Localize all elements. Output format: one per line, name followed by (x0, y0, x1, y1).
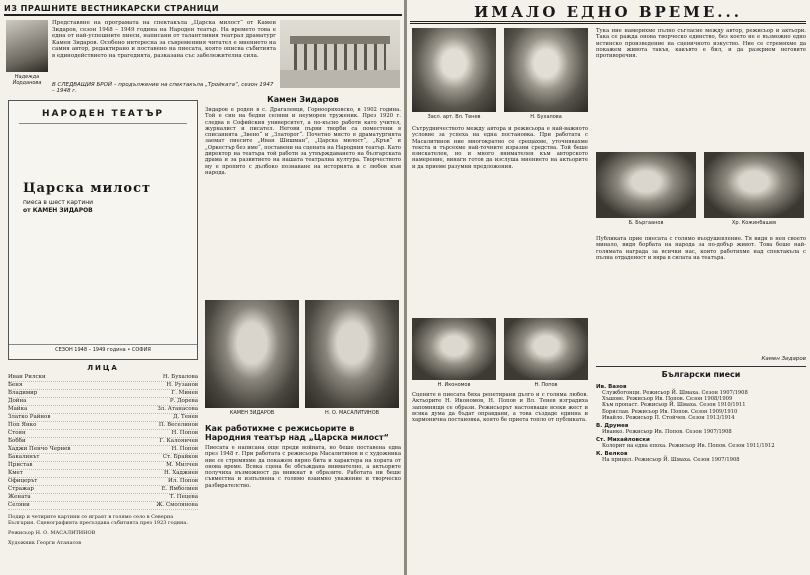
cast-row (8, 430, 198, 438)
cast-row (8, 494, 198, 502)
article-biography-body: Зидаров е роден в с. Драгалевци, Горнооряховско, в 1902 година. Той е син на бедни селяни и неуморен труженик. През 1920 г. следва в Софийския университет, а по-късно работи като учител, журналист и писател. Негови първи творби са поместени в списанията „Звено“ и „Златорог“. Почетно място в драматургията заемат пиесите „Иван Шишман“, „Царска милост“, „Кръв“ и „Оркестър без име“, поставени на сцената на Народния театър. Като директор на театъра той работи за утвърждаването на българската драма и за развитието на нашата театрална култура. Творчеството му е пропито с дълбоко познаване на историята и с любов към народа. (205, 107, 401, 176)
cast-actor: Н. Попов (171, 430, 198, 436)
portrait-caption-right: Н. О. МАСАЛИТИНОВ (324, 410, 380, 416)
cast-role: Златко Райнов (8, 414, 51, 420)
cast-actor: Ж. Смолянова (156, 502, 198, 508)
cast-row (8, 390, 198, 398)
cast-row (8, 462, 198, 470)
section-tag: ИЗ ПРАШНИТЕ ВЕСТНИКАРСКИ СТРАНИЦИ (4, 3, 220, 13)
cast-actor: Г. Калоянчев (159, 438, 198, 444)
plays-entry: Към пропаст. Режисьор Й. Шмаха. Сезон 1910/1911 (602, 402, 746, 409)
cast-role: Кмет (8, 470, 23, 476)
intro-box (6, 20, 276, 94)
cast-role: Офицерът (8, 478, 38, 484)
photo-row-middle (412, 318, 588, 388)
cast-row (8, 478, 198, 486)
cast-row (8, 446, 198, 454)
poster-divider (19, 123, 187, 124)
cast-role: Бакалинът (8, 454, 40, 460)
photo-buhalova (504, 28, 588, 112)
plays-heading: Български пиеси (661, 370, 741, 379)
cast-heading: ЛИЦА (87, 364, 119, 372)
cast-row (8, 414, 198, 422)
cast-actor: Р. Дорева (169, 398, 198, 404)
plays-entry: Хъшове. Режисьор Ив. Попов. Сезон 1908/1909 (602, 396, 733, 403)
photo-kozhinbashev (704, 152, 804, 218)
cast-footnote: Подир и четирите картини се играят в голямо село в Северна България. Сценографията пресъздава събитията през 1923 година. (8, 514, 189, 526)
cast-role: Беня (8, 382, 23, 388)
left-page-header (4, 2, 402, 16)
cast-actor: М. Милчев (166, 462, 198, 468)
cast-row (8, 470, 198, 478)
cast-actor: Н. Бухалова (162, 374, 198, 380)
cast-row (8, 422, 198, 430)
cast-role: Пристав (8, 462, 33, 468)
poster-author: от КАМЕН ЗИДАРОВ (23, 207, 93, 214)
article-directors-title: Как работихме с режисьорите в Народния театър над „Царска милост“ (205, 424, 389, 442)
author-photo (6, 20, 48, 72)
cast-role: Поп Янко (8, 422, 37, 428)
portrait-zidarov (205, 300, 299, 408)
poster-theatre-name: НАРОДЕН ТЕАТЪР (41, 109, 165, 119)
cast-role: Майка (8, 406, 28, 412)
cast-role: Хаджи Пенчо Чернев (8, 446, 71, 452)
caption-popov: Н. Попов (534, 382, 558, 388)
photo-bargaanov (596, 152, 696, 218)
cast-row (8, 406, 198, 414)
author-photo-caption: Надежда Йорданова (12, 74, 42, 86)
plays-list (596, 382, 806, 570)
cast-actor: Г. Минев (171, 390, 198, 396)
photo-ikonomov (412, 318, 496, 380)
caption-ikonomov: Н. Икономов (437, 382, 471, 388)
article-biography-title: Камен Зидаров (267, 95, 339, 104)
article-directors-body: Пиесата е написана още преди войната, но беше поставена едва през 1948 г. При работата с режисьора Масалитинов и с художника ние се стремяхме да покажем вярно бита и характера на хората от онова време. Всяка сцена бе обсъждана внимателно, а актьорите получиха възможност да вникнат в образите. Работата ни беше съвместна и изпълнена с голямо взаимно уважение и творческо разбирателство. (205, 445, 401, 489)
plays-entry: Службогонци. Режисьор Й. Шмаха. Сезон 1907/1908 (602, 390, 748, 396)
article-directors (205, 424, 401, 572)
poster-genre: пиеса в шест картини (23, 199, 94, 206)
cast-row (8, 398, 198, 406)
right-column-1-text: Сътрудничеството между автора и режисьора е най-важното условие за успеха на една постановка. При работата с Масалитинов ние многократно се срещахме, уточнявахме текста и търсехме най-точните изразни средства. Той беше взискателен, но и много внимателен към авторското намерение, винаги готов да изслуша мнението на актьорите и да приеме разумни предложения. (412, 126, 588, 170)
plays-author: Ив. Вазов (596, 384, 627, 390)
cast-actor: Ст. Брайков (162, 454, 198, 460)
cast-row (8, 502, 198, 510)
plays-author: В. Друмев (596, 423, 629, 430)
photo-tenev (412, 28, 496, 112)
caption-buhalova: Н. Бухалова (530, 114, 562, 120)
caption-kozhinbashev: Хр. Кожинбашев (731, 220, 777, 226)
cast-row (8, 438, 198, 446)
cast-list (8, 364, 198, 572)
poster-footer: СЕЗОН 1948 – 1949 година • СОФИЯ (9, 344, 197, 353)
section-title: ИМАЛО ЕДНО ВРЕМЕ... (474, 2, 742, 21)
right-column-2b-text: Публиката прие пиесата с голямо въодушевление. Тя видя в нея своето минало, видя борбата на народа за по-добър живот. Това беше най-голямата награда за всички нас, които работихме над спектакъла с пълна отдаденост и вяра в силата на театъра. (596, 236, 806, 261)
cast-actor: Н. Попов (171, 446, 198, 452)
cast-role: Дойна (8, 398, 27, 404)
bulgarian-plays-box (596, 366, 806, 572)
cast-role: Жената (8, 494, 31, 500)
cast-role: Стражар (8, 486, 34, 492)
cast-row (8, 374, 198, 382)
program-poster (8, 100, 198, 360)
cast-role: Иван Рилски (8, 374, 46, 380)
cast-role: Бобби (8, 438, 26, 444)
cast-actor: П. Веселинов (158, 422, 198, 428)
cast-director: Режисьор Н. О. МАСАЛИТИНОВ (8, 530, 96, 536)
cast-role: Селяни (8, 502, 30, 508)
photo-popov (504, 318, 588, 380)
right-column-2-text: Тука ние намерихме пълно съгласие между автор, режисьор и актьори. Така се ражда онова творческо единство, без което не е възможно едно истинско произведение на сценичното изкуство. Ние се стремяхме да покажем живота такъв, какъвто е бил, и да разкрием неговите противоречия. (596, 28, 806, 60)
cast-artist: Художник Георги Атанасов (8, 540, 82, 546)
cast-actor: Е. Ямболиев (161, 486, 198, 492)
caption-bargaanov: Б. Бъргаанов (628, 220, 664, 226)
cast-actor: Д. Тенев (173, 414, 198, 420)
photo-row-top (412, 28, 588, 124)
plays-entry: Иванко. Режисьор Ив. Попов. Сезон 1907/1908 (602, 429, 732, 436)
next-issue-note: В СЛЕДВАЩИЯ БРОЙ – продължение на спектакъла „Тройката“, сезон 1947 – 1948 г. (52, 82, 274, 94)
cast-actor: Н. Хаджиев (164, 470, 198, 476)
caption-tenev: Засл. арт. Вл. Тенев (427, 114, 481, 120)
plays-entry: Борислав. Режисьор Ив. Попов. Сезон 1909/1910 (602, 408, 738, 415)
theatre-building-photo (280, 20, 400, 88)
cast-row (8, 486, 198, 494)
article-signature: Камен Зидаров (761, 356, 806, 362)
plays-entry: Ивайло. Режисьор П. Стойчев. Сезон 1913/1914 (602, 414, 735, 421)
cast-role: Владимир (8, 390, 38, 396)
plays-author: Ст. Михайловски (596, 437, 650, 444)
portrait-pair (205, 300, 401, 420)
cast-actor: Ил. Попов (168, 478, 198, 484)
portrait-caption-left: КАМЕН ЗИДАРОВ (229, 410, 275, 416)
cast-role: Стоян (8, 430, 26, 436)
photo-row-side (596, 152, 806, 232)
cast-actor: Зл. Атанасова (157, 406, 198, 412)
cast-actor: Т. Пецева (169, 494, 198, 500)
cast-actor: Н. Рузанов (166, 382, 198, 388)
intro-text: Представяне на програмата на спектакъла „Царска милост“ от Камен Зидаров, сезон 1948 – 1949 година на Народен театър. На времето това е една от най-успешните пиеси, написани от талантливия театрал драматург Камен Зидаров. Особено интересна за съвременния читател е мнението на самия автор, редактирано и поставено на пиесата, която описва събитията в единодействието на трагедията, разказана със забележителна сила. (52, 20, 276, 59)
portrait-masalitinov (305, 300, 399, 408)
page-gutter (404, 0, 407, 575)
cast-row (8, 454, 198, 462)
cast-row (8, 382, 198, 390)
article-biography (205, 95, 401, 295)
plays-entry: Колорит на една епоха. Режисьор Ив. Попов. Сезон 1911/1912 (602, 443, 775, 450)
right-column-1b-text: Сцените в пиесата бяха репетирани дълго и с голяма любов. Актьорите Н. Икономов, Н. Попов и Вл. Тенев изградиха запомнящи се образи. Режисьорът настояваше всеки жест и всяка дума да бъдат оправдани, а това създаде единна и хармонична постановка, която бе приета топло от публиката. (412, 392, 588, 424)
plays-entry: На прицел. Режисьор Й. Шмаха. Сезон 1907/1908 (602, 457, 740, 464)
plays-author: К. Велков (596, 451, 628, 458)
right-page-header (410, 2, 806, 24)
poster-title: Царска милост (23, 181, 152, 196)
